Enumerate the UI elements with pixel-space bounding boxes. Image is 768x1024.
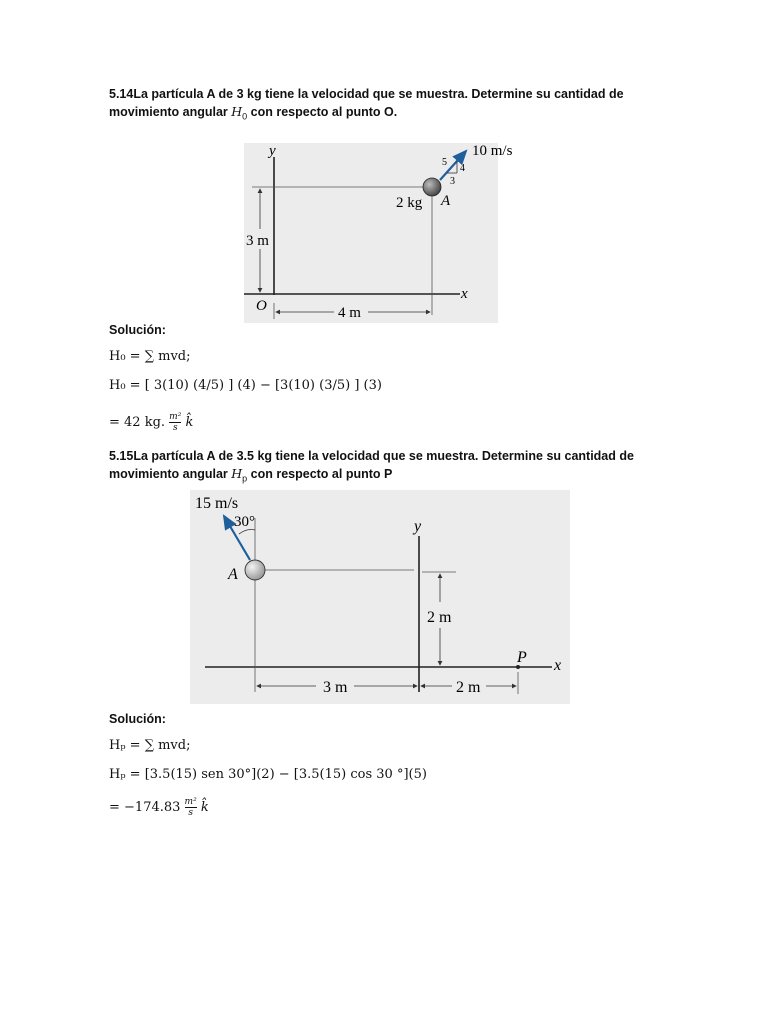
figure-5-15 bbox=[190, 490, 570, 704]
mass-label: 2 kg bbox=[396, 195, 423, 211]
problem-5-14-statement bbox=[109, 86, 669, 126]
unit-vector: k̂ bbox=[200, 800, 209, 815]
momentum-subscript: p bbox=[242, 473, 248, 484]
problem-5-15-statement bbox=[109, 448, 669, 488]
result-value: = −174.83 bbox=[109, 800, 181, 815]
momentum-subscript: 0 bbox=[242, 111, 248, 122]
result-unit bbox=[169, 412, 181, 433]
statement-line-1: 5.15La partícula A de 3.5 kg tiene la velocidad que se muestra. Determine su cantidad de bbox=[109, 449, 634, 463]
particle-a bbox=[245, 560, 265, 580]
velocity-label: 10 m/s bbox=[472, 143, 513, 159]
point-p-label: P bbox=[517, 649, 527, 666]
slope-hyp-label: 5 bbox=[442, 157, 447, 168]
particle-label: A bbox=[228, 566, 238, 583]
statement-text: movimiento angular bbox=[109, 105, 232, 119]
equation-1-3 bbox=[109, 412, 193, 433]
height-dimension-label: 3 m bbox=[246, 233, 269, 249]
slope-horiz-label: 3 bbox=[450, 176, 455, 187]
equation-1-2: H₀ = [ 3(10) (4/5) ] (4) − [3(10) (3/5) ] (3) bbox=[109, 378, 382, 393]
unit-numerator: m² bbox=[184, 797, 197, 807]
angle-label: 30° bbox=[234, 514, 255, 530]
result-unit bbox=[185, 797, 197, 818]
dim-left-label: 3 m bbox=[323, 679, 348, 696]
solution-label-2: Solución: bbox=[109, 712, 166, 726]
velocity-label: 15 m/s bbox=[195, 495, 239, 512]
statement-line-2 bbox=[109, 103, 669, 126]
y-axis-label: y bbox=[414, 518, 422, 535]
width-dimension-label: 4 m bbox=[338, 305, 361, 321]
statement-text: movimiento angular bbox=[109, 467, 232, 481]
particle-a bbox=[423, 178, 441, 196]
angle-arc bbox=[239, 530, 255, 535]
statement-line-2 bbox=[109, 465, 669, 488]
unit-numerator: m² bbox=[169, 412, 182, 422]
equation-1-1: H₀ = ∑ mvd; bbox=[109, 349, 191, 364]
solution-label-1: Solución: bbox=[109, 323, 166, 337]
y-axis-label: y bbox=[269, 143, 276, 159]
x-axis-label: x bbox=[461, 286, 468, 302]
dim-right-label: 2 m bbox=[456, 679, 481, 696]
origin-label: O bbox=[256, 298, 267, 314]
equation-2-3 bbox=[109, 797, 209, 818]
unit-denominator: s bbox=[188, 808, 193, 818]
statement-line-1: 5.14La partícula A de 3 kg tiene la velocidad que se muestra. Determine su cantidad de bbox=[109, 87, 624, 101]
equation-2-2: Hₚ = [3.5(15) sen 30°](2) − [3.5(15) cos 30 °](5) bbox=[109, 767, 427, 782]
statement-text-end: con respecto al punto O. bbox=[247, 105, 398, 119]
result-value: = 42 kg. bbox=[109, 415, 166, 430]
x-axis-label: x bbox=[554, 657, 562, 674]
momentum-symbol: H bbox=[231, 104, 243, 119]
equation-2-1: Hₚ = ∑ mvd; bbox=[109, 738, 191, 753]
momentum-symbol: H bbox=[231, 466, 243, 481]
slope-vert-label: 4 bbox=[460, 163, 465, 174]
particle-label: A bbox=[441, 193, 451, 209]
height-dimension-label: 2 m bbox=[427, 609, 452, 626]
unit-denominator: s bbox=[172, 423, 178, 433]
statement-text-end: con respecto al punto P bbox=[247, 467, 393, 481]
figure-5-14 bbox=[244, 143, 513, 323]
unit-vector: k̂ bbox=[185, 415, 194, 430]
